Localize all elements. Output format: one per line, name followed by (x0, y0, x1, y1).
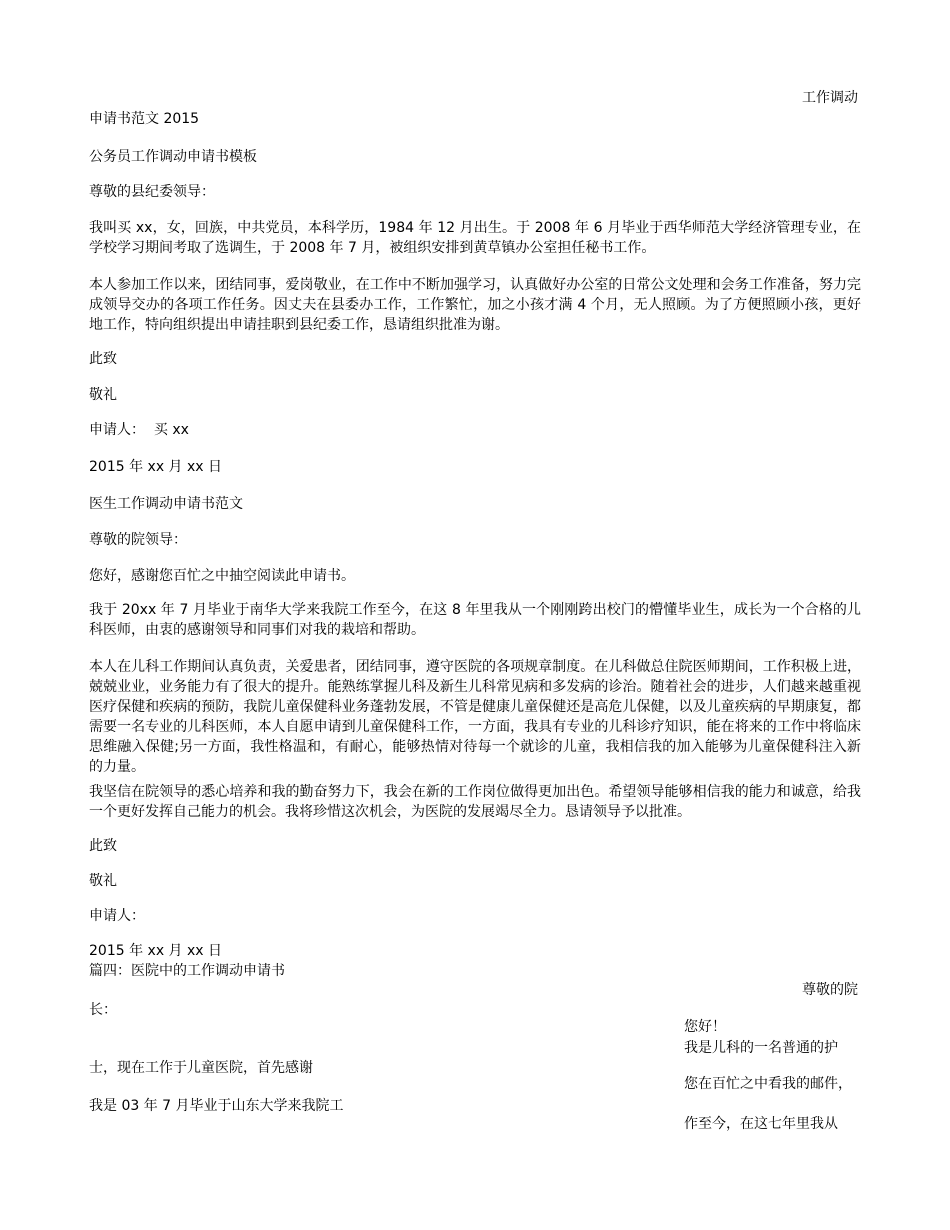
section3-right-fragment-2: 您好！ (684, 1019, 726, 1035)
section2-date: 2015 年 xx 月 xx 日 (89, 943, 223, 959)
section1-closing-2: 敬礼 (89, 387, 117, 403)
document-title: 申请书范文 2015 (89, 111, 200, 127)
section2-heading: 医生工作调动申请书范文 (89, 496, 243, 512)
section1-applicant: 申请人： 买 xx (89, 422, 189, 438)
section2-applicant: 申请人： (89, 908, 145, 924)
section3-left-fragment-1: 长： (89, 1002, 117, 1018)
section2-closing-1: 此致 (89, 838, 117, 854)
section1-heading: 公务员工作调动申请书模板 (89, 149, 257, 165)
section2-paragraph-1: 您好，感谢您百忙之中抽空阅读此申请书。 (89, 568, 355, 584)
section2-salutation: 尊敬的院领导： (89, 532, 187, 548)
section3-right-fragment-5: 作至今，在这七年里我从 (684, 1116, 838, 1132)
section1-closing-1: 此致 (89, 351, 117, 367)
section1-paragraph-1: 我叫买 xx，女，回族，中共党员，本科学历，1984 年 12 月出生。于 2008 年 6 月毕业于西华师范大学经济管理专业，在学校学习期间考取了选调生，于 2008 年 7 月，被组织安排到黄草镇办公室担任秘书工作。 (89, 220, 861, 256)
section2-paragraph-2: 我于 20xx 年 7 月毕业于南华大学来我院工作至今，在这 8 年里我从一个刚刚跨出校门的懵懂毕业生，成长为一个合格的儿科医师，由衷的感谢领导和同事们对我的栽培和帮助。 (89, 602, 861, 638)
section3-right-fragment-1: 尊敬的院 (802, 982, 858, 998)
section2-paragraph-4: 我坚信在院领导的悉心培养和我的勤奋努力下，我会在新的工作岗位做得更加出色。希望领导能够相信我的能力和诚意，给我一个更好发挥自己能力的机会。我将珍惜这次机会，为医院的发展竭尽全力。恳请领导予以批准。 (89, 784, 861, 820)
section1-date: 2015 年 xx 月 xx 日 (89, 459, 223, 475)
section3-heading: 篇四：医院中的工作调动申请书 (89, 963, 285, 979)
section1-salutation: 尊敬的县纪委领导： (89, 184, 215, 200)
section2-closing-2: 敬礼 (89, 873, 117, 889)
section3-left-fragment-3: 我是 03 年 7 月毕业于山东大学来我院工 (89, 1098, 344, 1114)
section1-paragraph-2: 本人参加工作以来，团结同事，爱岗敬业，在工作中不断加强学习，认真做好办公室的日常公文处理和会务工作准备，努力完成领导交办的各项工作任务。因丈夫在县委办工作，工作繁忙，加之小孩才满 4 个月，无人照顾。为了方便照顾小孩，更好地工作，特向组织提出申请挂职到县纪委工作，恳请组织批准为谢。 (89, 277, 861, 333)
section3-left-fragment-2: 士，现在工作于儿童医院，首先感谢 (89, 1060, 313, 1076)
section3-right-fragment-4: 您在百忙之中看我的邮件， (684, 1076, 852, 1092)
section2-paragraph-3: 本人在儿科工作期间认真负责，关爱患者，团结同事，遵守医院的各项规章制度。在儿科做总住院医师期间，工作积极上进，兢兢业业，业务能力有了很大的提升。能熟练掌握儿科及新生儿科常见病和多发病的诊治。随着社会的进步，人们越来越重视医疗保健和疾病的预防，我院儿童保健科业务蓬勃发展，不管是健康儿童保健还是高危儿保健，以及儿童疾病的早期康复，都需要一名专业的儿科医师，本人自愿申请到儿童保健科工作，一方面，我具有专业的儿科诊疗知识，能在将来的工作中将临床思维融入保健;另一方面，我性格温和，有耐心，能够热情对待每一个就诊的儿童，我相信我的加入能够为儿童保健科注入新的力量。 (89, 659, 861, 775)
section3-right-fragment-3: 我是儿科的一名普通的护 (684, 1040, 838, 1056)
header-right-label: 工作调动 (802, 90, 858, 106)
